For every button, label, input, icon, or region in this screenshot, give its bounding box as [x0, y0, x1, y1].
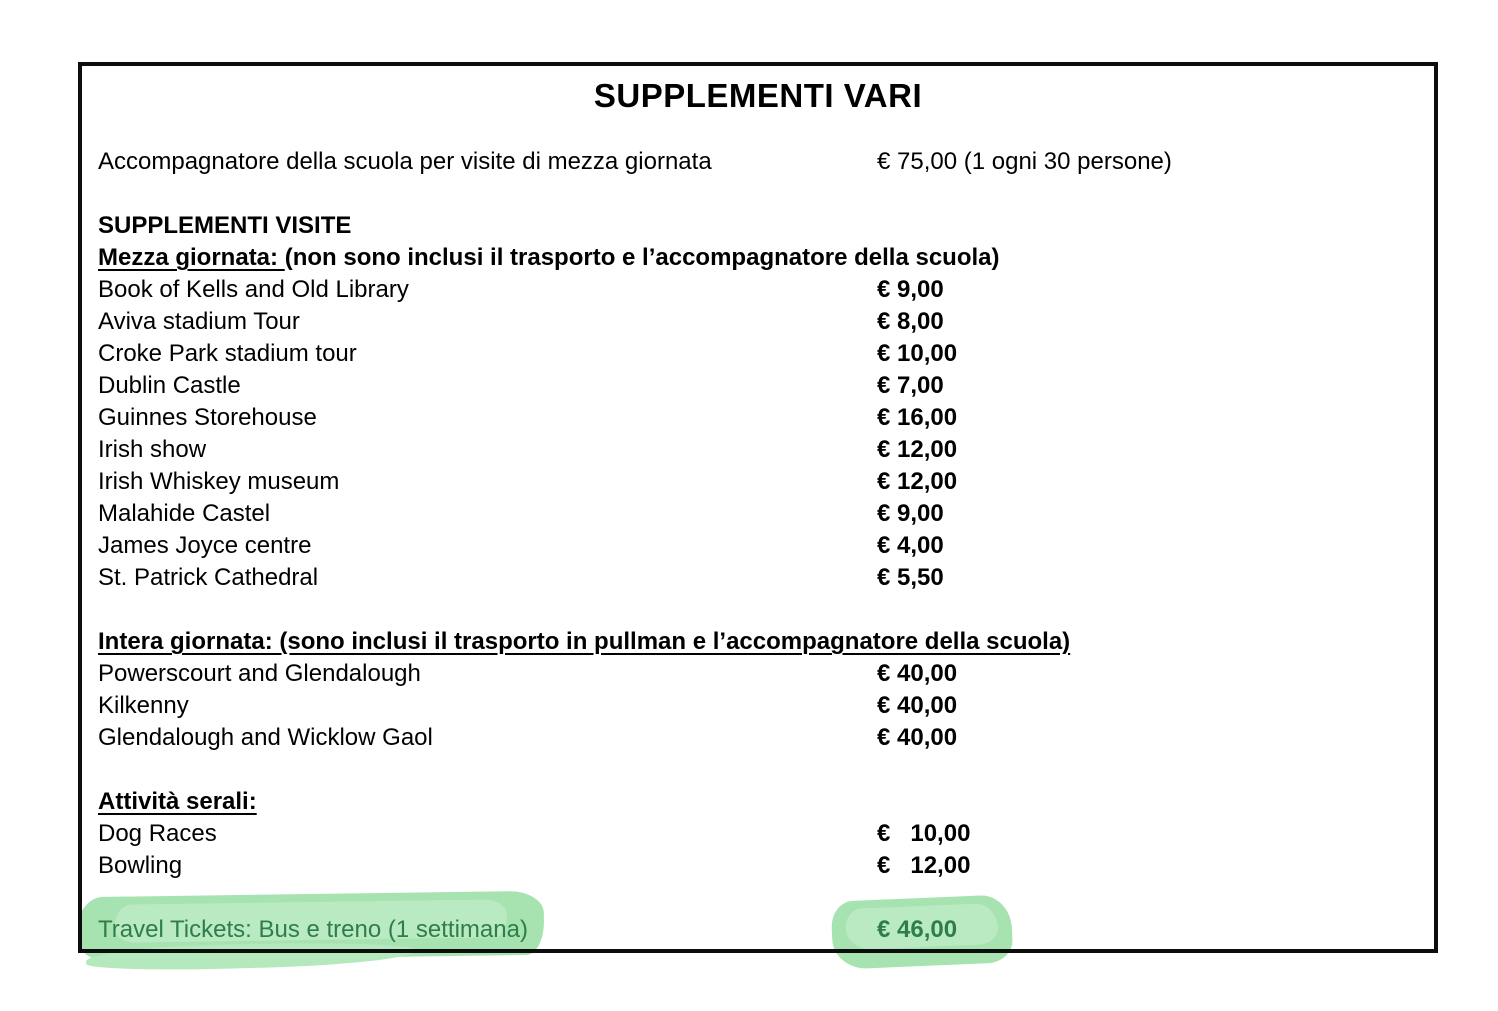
spacer [98, 594, 1418, 626]
item-price: € 40,00 [877, 724, 958, 751]
item-label: Malahide Castel [98, 500, 271, 527]
item-label: Dog Races [98, 820, 217, 847]
highlighted-row-label: Travel Tickets: Bus e treno (1 settimana) [98, 916, 528, 943]
table-row [98, 690, 1418, 722]
item-label: Aviva stadium Tour [98, 308, 300, 335]
item-price: € 12,00 [877, 436, 958, 463]
item-price: € 10,00 [877, 340, 958, 367]
item-label: Irish show [98, 436, 207, 463]
item-label: Irish Whiskey museum [98, 468, 340, 495]
item-price: € 9,00 [877, 276, 944, 303]
intro-label: Accompagnatore della scuola per visite di mezza giornata [98, 148, 712, 175]
item-price: € 40,00 [877, 660, 958, 687]
table-row [98, 274, 1418, 306]
item-price: € 10,00 [877, 820, 971, 847]
item-label: Dublin Castle [98, 372, 241, 399]
visits-heading: SUPPLEMENTI VISITE [98, 212, 352, 239]
table-row [98, 434, 1418, 466]
table-row [98, 658, 1418, 690]
item-label: Guinnes Storehouse [98, 404, 317, 431]
half-day-heading [98, 242, 1418, 274]
item-price: € 8,00 [877, 308, 944, 335]
table-row [98, 850, 1418, 882]
item-label: Bowling [98, 852, 183, 879]
table-row [98, 402, 1418, 434]
item-price: € 7,00 [877, 372, 944, 399]
table-content [78, 62, 1438, 946]
half-day-heading-rest: (non sono inclusi il trasporto e l’accompagnatore della scuola) [284, 244, 1000, 271]
table-row [98, 530, 1418, 562]
spacer [98, 754, 1418, 786]
intro-price: € 75,00 (1 ogni 30 persone) [877, 148, 1172, 175]
intro-row [98, 146, 1418, 178]
item-price: € 40,00 [877, 692, 958, 719]
table-row [98, 722, 1418, 754]
item-label: Glendalough and Wicklow Gaol [98, 724, 433, 751]
half-day-heading-underlined: Mezza giornata: [98, 244, 285, 271]
highlighted-row-price: € 46,00 [877, 916, 958, 943]
item-label: St. Patrick Cathedral [98, 564, 319, 591]
table-row [98, 818, 1418, 850]
table-row [98, 498, 1418, 530]
item-price: € 5,50 [877, 564, 944, 591]
item-label: Kilkenny [98, 692, 189, 719]
item-price: € 9,00 [877, 500, 944, 527]
table-row [98, 466, 1418, 498]
item-label: Powerscourt and Glendalough [98, 660, 421, 687]
spacer [98, 178, 1418, 210]
item-price: € 12,00 [877, 852, 971, 879]
full-day-heading: Intera giornata: (sono inclusi il trasporto in pullman e l’accompagnatore della scuola) [98, 628, 1071, 655]
highlighted-row [98, 914, 1418, 946]
supplements-table [78, 62, 1438, 953]
item-price: € 16,00 [877, 404, 958, 431]
table-row [98, 562, 1418, 594]
page-title: SUPPLEMENTI VARI [593, 77, 923, 114]
item-price: € 12,00 [877, 468, 958, 495]
item-price: € 4,00 [877, 532, 944, 559]
table-row [98, 338, 1418, 370]
item-label: Croke Park stadium tour [98, 340, 357, 367]
spacer [98, 882, 1418, 914]
table-row [98, 306, 1418, 338]
evening-heading: Attività serali: [98, 788, 257, 815]
table-row [98, 370, 1418, 402]
item-label: Book of Kells and Old Library [98, 276, 409, 303]
item-label: James Joyce centre [98, 532, 312, 559]
